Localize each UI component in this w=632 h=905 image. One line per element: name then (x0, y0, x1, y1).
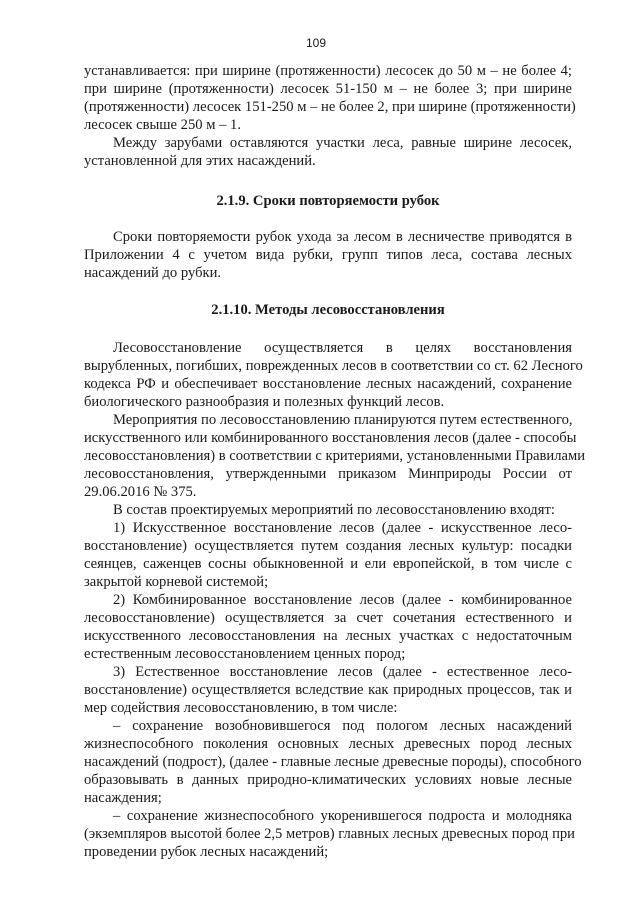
paragraph-between-cuts (84, 134, 572, 170)
paragraph-preserve-young-growth (84, 807, 575, 861)
text-line: устанавливается: при ширине (протяженности) лесосек до 50 м – не более 4; (84, 63, 572, 79)
page-number: 109 (305, 36, 327, 50)
text-line: мер содействия лесовосстановлению, в том числе: (84, 700, 398, 716)
text-line: насаждений (подрост), (далее - главные лесные древесные породы), способного (84, 754, 582, 770)
text-line: при ширине (протяженности) лесосек 51-150 м – не более 3; при ширине (84, 81, 572, 97)
text-line: Сроки повторяемости рубок ухода за лесом в лесничестве приводятся в (113, 229, 572, 245)
paragraph-cutting-width (84, 62, 576, 134)
text-line: установленной для этих насаждений. (84, 153, 316, 169)
text-line: 1) Искусственное восстановление лесов (далее - искусственное лесо- (113, 520, 572, 536)
text-line: закрытой корневой системой; (84, 574, 269, 590)
paragraph-natural-reforestation (84, 663, 572, 717)
paragraph-reforestation-purpose (84, 339, 583, 411)
paragraph-artificial-reforestation (84, 519, 572, 591)
paragraph-preserve-undergrowth (84, 717, 582, 807)
text-line: естественным лесовосстановлением ценных пород; (84, 646, 406, 662)
text-line: Мероприятия по лесовосстановлению планируются путем естественного, (113, 412, 573, 428)
text-line: биологического разнообразия и полезных функций лесов. (84, 394, 445, 410)
text-line: проведении рубок лесных насаждений; (84, 844, 329, 860)
paragraph-combined-reforestation (84, 591, 572, 663)
text-line: Приложении 4 с учетом вида рубки, групп типов леса, состава лесных (84, 247, 572, 263)
text-line: В состав проектируемых мероприятий по лесовосстановлению входят: (113, 502, 555, 518)
text-line: восстановление) осуществляется путем создания лесных культур: посадки (84, 538, 572, 554)
text-line: лесовосстановления) в соответствии с критериями, установленными Правилами (84, 448, 586, 464)
text-line: образовывать в данных природно-климатических условиях новые лесные (84, 772, 572, 788)
text-line: Лесовосстановление осуществляется в целях восстановления (113, 340, 572, 356)
paragraph-measures-intro (84, 501, 572, 519)
paragraph-reforestation-planning (84, 411, 586, 501)
text-line: 3) Естественное восстановление лесов (далее - естественное лесо- (113, 664, 572, 680)
text-line: – сохранение жизнеспособного укоренившегося подроста и молодняка (113, 808, 572, 824)
text-line: вырубленных, погибших, поврежденных лесов в соответствии со ст. 62 Лесного (84, 358, 583, 374)
text-line: лесосек свыше 250 м – 1. (84, 117, 241, 133)
text-line: Между зарубами оставляются участки леса, равные ширине лесосек, (113, 135, 572, 151)
text-line: жизнеспособного поколения основных лесных древесных пород лесных (84, 736, 572, 752)
text-line: (протяженности) лесосек 151-250 м – не более 2, при ширине (протяженности) (84, 99, 576, 115)
text-line: лесовосстановления, утвержденными приказом Минприроды России от (84, 466, 572, 482)
text-line: восстановление) осуществляется вследствие как природных процессов, так и (84, 682, 572, 698)
text-line: искусственного или комбинированного восстановления лесов (далее - способы (84, 430, 577, 446)
text-line: 2) Комбинированное восстановление лесов (далее - комбинированное (113, 592, 572, 608)
text-line: кодекса РФ и обеспечивает восстановление лесных насаждений, сохранение (84, 376, 572, 392)
document-body (84, 62, 586, 861)
text-line: – сохранение возобновившегося под пологом лесных насаждений (113, 718, 572, 734)
section-heading-cutting-frequency: 2.1.9. Сроки повторяемости рубок (216, 193, 440, 209)
text-line: насаждений до рубки. (84, 265, 222, 281)
text-line: (экземпляров высотой более 2,5 метров) главных лесных древесных пород при (84, 826, 575, 842)
text-line: искусственного лесовосстановления на лесных участках с недостаточным (84, 628, 572, 644)
text-line: насаждения; (84, 790, 162, 806)
text-line: сеянцев, саженцев сосны обыкновенной и ели европейской, в том числе с (84, 556, 572, 572)
text-line: лесовосстановление) осуществляется за счет сочетания естественного и (84, 610, 572, 626)
section-heading-reforestation-methods: 2.1.10. Методы лесовосстановления (211, 302, 445, 318)
text-line: 29.06.2016 № 375. (84, 484, 197, 500)
paragraph-cutting-frequency (84, 228, 572, 282)
